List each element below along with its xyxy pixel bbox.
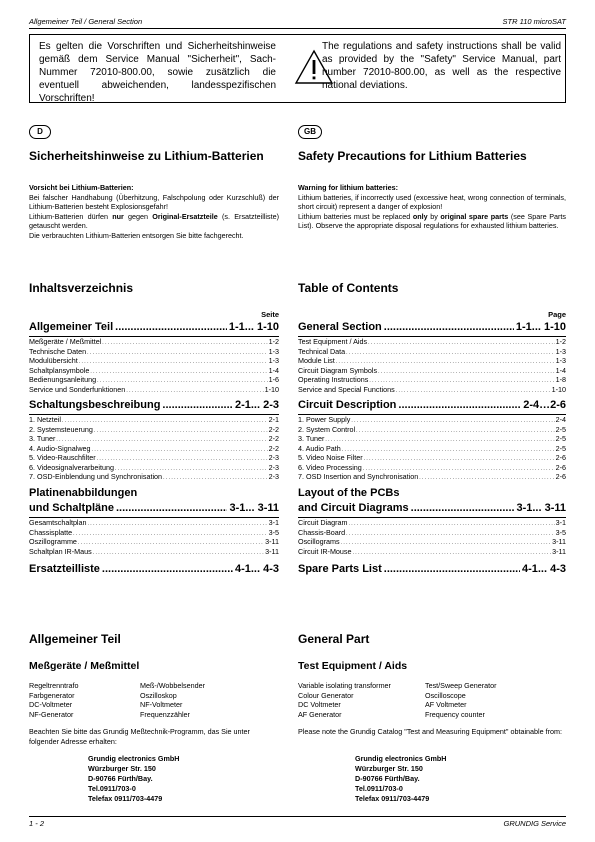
part-title-gb: General Part (298, 632, 370, 646)
lithium-para2-de (29, 212, 279, 231)
equipment-item: Test/Sweep Generator (425, 681, 497, 690)
toc-section-circuit-de[interactable] (29, 399, 279, 411)
toc-item[interactable] (298, 385, 566, 395)
lithium-text-de-2e: (s. Ersatzteilliste) getauscht werden. (29, 211, 279, 231)
toc-item-title: 1. Netzteil (29, 415, 61, 424)
toc-section-general-gb[interactable] (298, 321, 566, 333)
lithium-para1-de: Bei falscher Handhabung (Überhitzung, Falschpolung oder Kurzschluß) der Lithium-Batterien besteht Explosionsgefahr! (29, 192, 279, 212)
lithium-title-de: Sicherheitshinweise zu Lithium-Batterien (29, 149, 264, 163)
language-badge-de: D (29, 125, 51, 139)
toc-item-page: 1-6 (268, 375, 279, 384)
toc-item-title: 5. Video-Rauschfilter (29, 453, 96, 462)
lithium-text-gb (298, 183, 566, 231)
toc-section-title: General Section (298, 321, 382, 333)
toc-item[interactable] (298, 528, 566, 538)
lithium-text-de-2c: gegen (123, 211, 153, 221)
toc-item-title: Bedienungsanleitung (29, 375, 97, 384)
address-line: Würzburger Str. 150 (355, 764, 423, 773)
toc-item[interactable] (29, 337, 279, 347)
equipment-item: AF Generator (298, 709, 342, 719)
toc-item-title: 6. Video Processing (298, 462, 362, 472)
toc-section-pages: 1-1... 1-10 (228, 321, 279, 333)
address-line: D-90766 Fürth/Bay. (355, 774, 420, 783)
toc-item-page: 1-3 (555, 356, 566, 365)
toc-section-pcb-title1-de: Platinenabbildungen (29, 487, 138, 499)
toc-item-title: Schaltplan IR-Maus (29, 546, 92, 556)
toc-item-page: 1-3 (268, 346, 279, 356)
toc-item[interactable] (29, 537, 279, 547)
toc-item[interactable] (29, 453, 279, 463)
equipment-item: Regeltrenntrafo (29, 681, 79, 690)
toc-item-page: 2-6 (555, 462, 566, 472)
toc-section-title: Ersatzteilliste (29, 563, 100, 575)
toc-item[interactable] (29, 444, 279, 454)
toc-item[interactable] (298, 463, 566, 473)
lithium-para1-gb: Lithium batteries, if incorrectly used (excessive heat, wrong connection of terminals, short circuit) represent a danger of explosion! (298, 192, 566, 212)
address-line: D-90766 Fürth/Bay. (88, 774, 153, 783)
address-line: Tel.0911/703-0 (355, 784, 403, 793)
toc-title-de: Inhaltsverzeichnis (29, 281, 134, 295)
equipment-list-gb (298, 681, 566, 721)
toc-item-page: 1-3 (555, 346, 566, 356)
toc-item-title: 2. Systemsteuerung (29, 424, 93, 434)
toc-item-page: 3-1 (555, 518, 566, 527)
toc-item-title: 4. Audio Path (298, 443, 341, 453)
toc-section-pages: 3-1... 3-11 (516, 502, 566, 514)
toc-item[interactable] (298, 337, 566, 347)
toc-item-title: 5. Video Noise Filter (298, 453, 363, 462)
toc-item-title: 3. Tuner (29, 434, 56, 443)
catalog-note-de: Beachten Sie bitte das Grundig Meßtechnik-Programm, das Sie unter folgender Adresse erhalten: (29, 727, 250, 746)
equipment-item: DC-Voltmeter (29, 700, 73, 709)
toc-item[interactable] (29, 366, 279, 376)
toc-item-title: Technical Data (298, 346, 346, 356)
toc-item[interactable] (298, 453, 566, 463)
toc-item-title: Gesamtschaltplan (29, 518, 87, 527)
toc-item-page: 1-4 (268, 365, 279, 375)
toc-item-page: 3-11 (552, 546, 566, 556)
address-block-de (88, 754, 179, 804)
toc-item-page: 2-5 (555, 434, 566, 443)
toc-section-title: Schaltungsbeschreibung (29, 399, 161, 411)
equipment-item: Frequency counter (425, 709, 485, 719)
page-label-de: Seite (261, 310, 279, 319)
lithium-text-gb-2e: (see Spare Parts List). Observe the appropriate disposal regulations for exhausted lithium batteries. (298, 211, 566, 231)
address-block-gb (355, 754, 446, 804)
toc-section-pcb-gb[interactable] (298, 502, 566, 514)
toc-item[interactable] (29, 463, 279, 473)
toc-item[interactable] (298, 434, 566, 444)
toc-item-page: 2-4 (555, 415, 566, 424)
toc-list-general-gb (298, 337, 566, 394)
toc-section-spare-parts-gb[interactable] (298, 563, 566, 575)
toc-section-pages: 4-1... 4-3 (234, 563, 279, 575)
toc-item-page: 2-3 (268, 453, 279, 462)
toc-item-page: 2-6 (555, 453, 566, 462)
lithium-text-gb-2b: only (412, 211, 428, 221)
header-section-label: Allgemeiner Teil / General Section (29, 17, 143, 26)
toc-item-title: Oszillogramme (29, 537, 77, 546)
equipment-title-de: Meßgeräte / Meßmittel (29, 660, 140, 672)
equipment-item: Variable isolating transformer (298, 681, 391, 690)
language-badge-gb: GB (298, 125, 322, 139)
toc-list-circuit-gb (298, 415, 566, 482)
safety-warning-de: Es gelten die Vorschriften und Sicherheitshinweise gemäß dem Service Manual "Sicherheit", Sach-Nummer 72010-800.00, sowie zusätzlich die eventuell abweichenden, landesspezifischen Vorschriften! (39, 41, 276, 104)
equipment-col2 (425, 681, 497, 719)
lithium-text-de (29, 183, 279, 241)
toc-item-title: 1. Power Supply (298, 415, 351, 424)
toc-item-title: Service und Sonderfunktionen (29, 384, 126, 394)
equipment-col1 (298, 681, 391, 719)
toc-item[interactable] (29, 385, 279, 395)
toc-list-circuit-de (29, 415, 279, 482)
toc-section-pages: 1-1... 1-10 (515, 321, 566, 333)
equipment-item: Oszilloskop (140, 690, 177, 700)
toc-item[interactable] (298, 366, 566, 376)
toc-item-page: 1-10 (551, 384, 566, 394)
toc-item-page: 2-6 (555, 472, 566, 481)
toc-item-page: 2-3 (268, 462, 279, 472)
equipment-item: NF-Voltmeter (140, 700, 183, 709)
toc-section-title: Allgemeiner Teil (29, 321, 114, 333)
lithium-text-de-2d: Original-Ersatzteile (152, 211, 218, 221)
lithium-text-gb-2a: Lithium batteries must be replaced (298, 211, 413, 221)
toc-section-pcb-de[interactable] (29, 502, 279, 514)
address-line: Telefax 0911/703-4479 (88, 794, 163, 803)
address-line: Telefax 0911/703-4479 (355, 794, 430, 803)
equipment-item: Meß-/Wobbelsender (140, 681, 205, 690)
toc-item-title: 3. Tuner (298, 434, 325, 443)
toc-item-page: 2-2 (268, 424, 279, 434)
toc-item[interactable] (298, 547, 566, 557)
header-model-label: STR 110 microSAT (502, 17, 566, 26)
catalog-note-gb: Please note the Grundig Catalog "Test and Measuring Equipment" obtainable from: (298, 727, 563, 736)
address-line: Tel.0911/703-0 (88, 784, 136, 793)
lithium-text-de-2b: nur (112, 211, 124, 221)
equipment-item: NF-Generator (29, 709, 74, 719)
toc-section-spare-parts-de[interactable] (29, 563, 279, 575)
toc-item-title: Oscillograms (298, 537, 340, 546)
toc-item-page: 1-2 (268, 337, 279, 346)
toc-section-title: und Schaltpläne (29, 502, 114, 514)
toc-item-page: 2-2 (268, 443, 279, 453)
lithium-text-gb-2d: original spare parts (440, 211, 509, 221)
toc-item[interactable] (29, 547, 279, 557)
equipment-title-gb: Test Equipment / Aids (298, 660, 408, 672)
toc-item-page: 3-1 (268, 518, 279, 527)
page-header (29, 15, 566, 29)
toc-item-title: 6. Videosignalverarbeitung (29, 462, 114, 472)
toc-item[interactable] (29, 375, 279, 385)
toc-item[interactable] (298, 518, 566, 528)
toc-item-title: Module List (298, 356, 335, 365)
toc-item-title: 2. System Control (298, 424, 356, 434)
toc-item-title: Modulübersicht (29, 356, 78, 365)
toc-list-pcb-gb (298, 518, 566, 556)
equipment-col2 (140, 681, 205, 719)
toc-item[interactable] (29, 415, 279, 425)
toc-item-title: Circuit Diagram (298, 518, 348, 527)
toc-section-circuit-gb[interactable] (298, 399, 566, 411)
toc-item-page: 2-2 (268, 434, 279, 443)
toc-item[interactable] (298, 347, 566, 357)
toc-item-page: 3-11 (265, 537, 279, 546)
toc-item-page: 3-11 (552, 537, 566, 546)
toc-item[interactable] (29, 425, 279, 435)
address-line: Grundig electronics GmbH (355, 754, 447, 763)
toc-section-title: and Circuit Diagrams (298, 502, 409, 514)
toc-item-title: Circuit Diagram Symbols (298, 365, 378, 375)
toc-item-page: 1-10 (264, 384, 279, 394)
toc-list-general-de (29, 337, 279, 394)
toc-item-page: 2-5 (555, 424, 566, 434)
lithium-title-gb: Safety Precautions for Lithium Batteries (298, 149, 527, 163)
toc-section-title: Circuit Description (298, 399, 397, 411)
toc-section-pages: 2-1... 2-3 (234, 399, 279, 411)
lithium-text-gb-2c: by (427, 211, 441, 221)
toc-item[interactable] (29, 472, 279, 482)
toc-item-title: Chassis-Board (298, 527, 346, 537)
toc-item[interactable] (29, 356, 279, 366)
toc-item-page: 3-11 (265, 546, 279, 556)
toc-item-title: Schaltplansymbole (29, 365, 90, 375)
toc-item[interactable] (29, 347, 279, 357)
toc-item-page: 3-5 (555, 527, 566, 537)
toc-section-pcb-title1-gb: Layout of the PCBs (298, 487, 400, 499)
equipment-item: Oscilloscope (425, 690, 466, 700)
toc-title-gb: Table of Contents (298, 281, 399, 295)
toc-item-title: Chassisplatte (29, 527, 73, 537)
toc-item-page: 1-2 (555, 337, 566, 346)
toc-item-page: 2-3 (268, 472, 279, 481)
lithium-text-de-2a: Lithium-Batterien dürfen (29, 211, 113, 221)
page-footer (29, 816, 566, 828)
toc-item[interactable] (298, 444, 566, 454)
footer-brand: GRUNDIG Service (503, 819, 566, 828)
toc-item-title: Test Equipment / Aids (298, 337, 368, 346)
toc-item-page: 1-8 (555, 375, 566, 384)
toc-item[interactable] (298, 415, 566, 425)
toc-item-title: 7. OSD Insertion and Synchronisation (298, 472, 419, 481)
toc-section-title: Spare Parts List (298, 563, 382, 575)
page-number: 1 - 2 (29, 819, 45, 828)
toc-item[interactable] (298, 356, 566, 366)
toc-item-page: 3-5 (268, 527, 279, 537)
toc-item[interactable] (29, 518, 279, 528)
part-title-de: Allgemeiner Teil (29, 632, 121, 646)
equipment-item: Farbgenerator (29, 690, 75, 700)
lithium-warning-head-gb: Warning for lithium batteries: (298, 183, 398, 192)
toc-item-title: 4. Audio-Signalweg (29, 443, 91, 453)
toc-item-title: Technische Daten (29, 346, 87, 356)
toc-item-title: Circuit IR-Mouse (298, 546, 352, 556)
lithium-para3-de: Die verbrauchten Lithium-Batterien entsorgen Sie bitte fachgerecht. (29, 230, 244, 240)
toc-item[interactable] (298, 537, 566, 547)
equipment-col1 (29, 681, 79, 719)
safety-warning-box (29, 34, 566, 103)
address-line: Würzburger Str. 150 (88, 764, 156, 773)
toc-item-title: Meßgeräte / Meßmittel (29, 337, 102, 346)
toc-item[interactable] (298, 472, 566, 482)
lithium-warning-head-de: Vorsicht bei Lithium-Batterien: (29, 183, 134, 192)
toc-item-page: 1-3 (268, 356, 279, 365)
toc-item-title: Operating Instructions (298, 375, 369, 384)
safety-warning-en: The regulations and safety instructions shall be valid as provided by the "Safety" Service Manual, part number 72010-800.00, as well as the respective national deviations. (322, 41, 561, 91)
toc-item[interactable] (29, 528, 279, 538)
toc-list-pcb-de (29, 518, 279, 556)
equipment-item: Frequenzzähler (140, 709, 190, 719)
toc-section-pages: 4-1... 4-3 (521, 563, 566, 575)
toc-item[interactable] (298, 375, 566, 385)
toc-item-title: 7. OSD-Einblendung und Synchronisation (29, 472, 163, 481)
equipment-list-de (29, 681, 279, 721)
equipment-item: DC Voltmeter (298, 700, 341, 709)
toc-item-page: 2-1 (268, 415, 279, 424)
toc-item-page: 2-5 (555, 443, 566, 453)
page-label-gb: Page (548, 310, 566, 319)
toc-item[interactable] (298, 425, 566, 435)
toc-section-pages: 2-4…2-6 (523, 399, 566, 411)
toc-item-title: Service and Special Functions (298, 384, 395, 394)
toc-section-pages: 3-1... 3-11 (229, 502, 279, 514)
equipment-item: AF Voltmeter (425, 700, 467, 709)
address-line: Grundig electronics GmbH (88, 754, 180, 763)
lithium-para2-gb (298, 212, 566, 231)
toc-item[interactable] (29, 434, 279, 444)
equipment-item: Colour Generator (298, 690, 354, 700)
toc-item-page: 1-4 (555, 365, 566, 375)
toc-section-general-de[interactable] (29, 321, 279, 333)
